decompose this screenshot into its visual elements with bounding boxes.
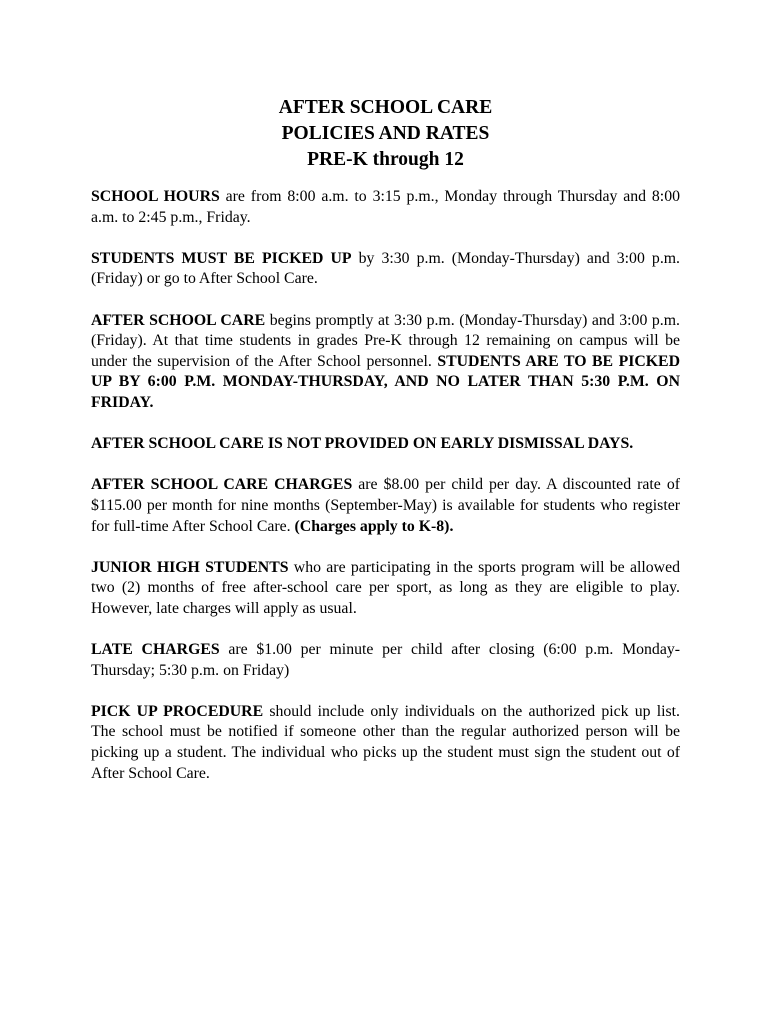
junior-high-lead: JUNIOR HIGH STUDENTS [91, 558, 289, 576]
pickup-procedure-lead: PICK UP PROCEDURE [91, 702, 264, 720]
after-school-care-paragraph [91, 311, 680, 414]
school-hours-text: are from 8:00 a.m. to 3:15 p.m., Monday through Thursday and 8:00 a.m. to 2:45 p.m., Friday. [91, 188, 680, 226]
junior-high-text: who are participating in the sports program will be allowed two (2) months of free after-school care per sport, as long as they are eligible to play. However, late charges will apply as usual. [91, 558, 680, 617]
early-dismissal-notice: AFTER SCHOOL CARE IS NOT PROVIDED ON EARLY DISMISSAL DAYS. [91, 435, 634, 453]
pick-up-text: by 3:30 p.m. (Monday-Thursday) and 3:00 p.m. (Friday) or go to After School Care. [91, 249, 680, 288]
charges-lead: AFTER SCHOOL CARE CHARGES [91, 476, 353, 494]
pick-up-paragraph [91, 249, 680, 290]
document-title [91, 95, 680, 173]
school-hours-paragraph [91, 187, 680, 228]
school-hours-lead: SCHOOL HOURS [91, 188, 220, 205]
pick-up-lead: STUDENTS MUST BE PICKED UP [91, 249, 352, 267]
late-charges-paragraph [91, 640, 680, 681]
early-dismissal-paragraph [91, 434, 680, 455]
pickup-procedure-paragraph [91, 702, 680, 784]
document-page [91, 95, 680, 805]
charges-paragraph [91, 475, 680, 537]
late-charges-lead: LATE CHARGES [91, 641, 220, 659]
title-line-3: PRE-K through 12 [307, 149, 464, 170]
after-school-care-deadline: STUDENTS ARE TO BE PICKED UP BY 6:00 P.M. MONDAY-THURSDAY, AND NO LATER THAN 5:30 P.M. ON FRIDAY. [91, 352, 681, 411]
junior-high-paragraph [91, 558, 680, 620]
title-line-1: AFTER SCHOOL CARE [278, 97, 493, 118]
late-charges-text: are $1.00 per minute per child after closing (6:00 p.m. Monday-Thursday; 5:30 p.m. on Friday) [91, 641, 680, 679]
charges-text: are $8.00 per child per day. A discounted rate of $115.00 per month for nine months (September-May) is available for students who register for full-time After School Care. [91, 476, 680, 535]
charges-note: (Charges apply to K-8). [294, 517, 454, 535]
title-line-2: POLICIES AND RATES [281, 123, 490, 144]
after-school-care-text: begins promptly at 3:30 p.m. (Monday-Thursday) and 3:00 p.m. (Friday). At that time students in grades Pre-K through 12 remaining on campus will be under the supervision of the After School personnel. [91, 311, 680, 370]
pickup-procedure-text: should include only individuals on the authorized pick up list. The school must be notified if someone other than the regular authorized person will be picking up a student. The individual who picks up the student must sign the student out of After School Care. [91, 702, 680, 782]
after-school-care-lead: AFTER SCHOOL CARE [91, 311, 266, 329]
